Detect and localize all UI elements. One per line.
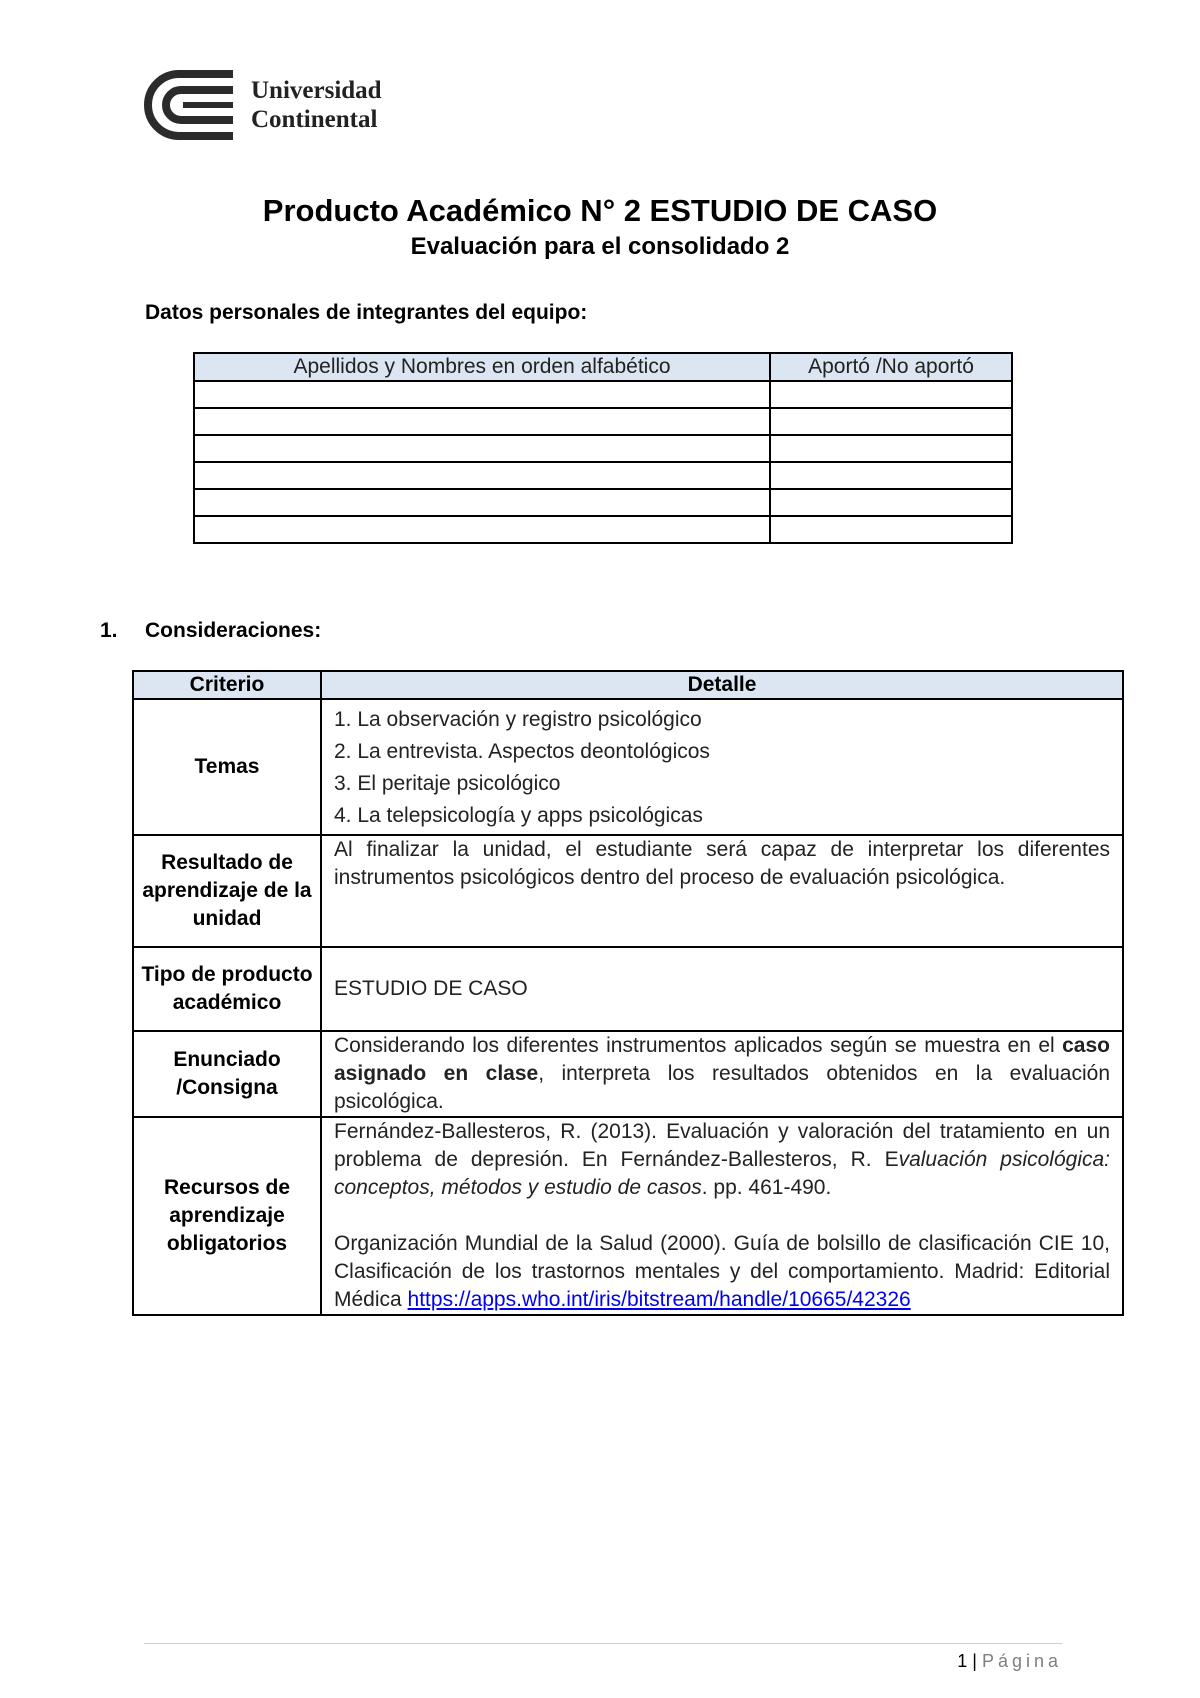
team-name-cell[interactable] (194, 462, 770, 489)
page-footer (957, 1651, 1062, 1672)
team-row (194, 489, 1012, 516)
temas-label: Temas (133, 699, 321, 835)
team-name-cell[interactable] (194, 489, 770, 516)
team-name-cell[interactable] (194, 381, 770, 408)
criteria-row-tipo (133, 947, 1123, 1031)
document-title: Producto Académico N° 2 ESTUDIO DE CASO (262, 193, 938, 228)
team-col-contribution: Aportó /No aportó (770, 353, 1012, 381)
criteria-row-resultado (133, 835, 1123, 947)
team-row (194, 381, 1012, 408)
footer-divider (144, 1643, 1062, 1644)
page-label: Página (981, 1651, 1062, 1671)
tipo-label: Tipo de producto académico (133, 947, 321, 1031)
team-name-cell[interactable] (194, 408, 770, 435)
reference-link[interactable]: https://apps.who.int/iris/bitstream/handle/10665/42326 (407, 1288, 911, 1311)
tema-item: 4. La telepsicología y apps psicológicas (334, 804, 703, 827)
tema-item: 2. La entrevista. Aspectos deontológicos (334, 740, 710, 763)
tema-item: 3. El peritaje psicológico (334, 772, 561, 795)
footer-separator: | (972, 1651, 977, 1671)
team-contribution-cell[interactable] (770, 381, 1012, 408)
criteria-row-enunciado (133, 1031, 1123, 1117)
team-row (194, 516, 1012, 543)
document-subtitle: Evaluación para el consolidado 2 (410, 233, 790, 260)
criteria-col-detalle: Detalle (321, 671, 1123, 699)
team-contribution-cell[interactable] (770, 489, 1012, 516)
team-row (194, 462, 1012, 489)
team-contribution-cell[interactable] (770, 408, 1012, 435)
team-name-cell[interactable] (194, 516, 770, 543)
section-number: 1. (100, 619, 118, 642)
resultado-text: Al finalizar la unidad, el estudiante será capaz de interpretar los diferentes instrumentos psicológicos dentro del proceso de evaluación psicológica. (321, 835, 1123, 947)
enunciado-text: Considerando los diferentes instrumentos aplicados según se muestra en el caso asignado en clase, interpreta los resultados obtenidos en la evaluación psicológica. (321, 1031, 1123, 1117)
section-heading (100, 619, 321, 643)
team-contribution-cell[interactable] (770, 516, 1012, 543)
criteria-col-criterio: Criterio (133, 671, 321, 699)
recursos-label: Recursos de aprendizaje obligatorios (133, 1117, 321, 1315)
reference-2: Organización Mundial de la Salud (2000). Guía de bolsillo de clasificación CIE 10, Clasificación de los trastornos mentales y del comportamiento. Madrid: Editorial Médica https://apps.who.int/iris/bitstream/handle/10665/42326 (334, 1232, 1110, 1311)
team-row (194, 435, 1012, 462)
team-row (194, 408, 1012, 435)
resultado-label: Resultado de aprendizaje de la unidad (133, 835, 321, 947)
team-name-cell[interactable] (194, 435, 770, 462)
enunciado-label: Enunciado /Consigna (133, 1031, 321, 1117)
tipo-text: ESTUDIO DE CASO (321, 947, 1123, 1031)
section-title: Consideraciones: (145, 619, 322, 642)
tema-item: 1. La observación y registro psicológico (334, 708, 702, 731)
criteria-row-temas (133, 699, 1123, 835)
page-number: 1 (957, 1651, 968, 1671)
temas-list (321, 699, 1123, 835)
reference-1: Fernández-Ballesteros, R. (2013). Evaluación y valoración del tratamiento en un problema de depresión. En Fernández-Ballesteros, R. Evaluación psicológica: conceptos, métodos y estudio de casos. pp. 461-490. (334, 1120, 1110, 1199)
team-table (193, 352, 1013, 544)
team-heading: Datos personales de integrantes del equipo: (145, 301, 588, 324)
university-logo (143, 70, 393, 140)
enunciado-emphasis: caso asignado en clase (334, 1034, 1110, 1085)
logo-emblem-icon (143, 70, 238, 140)
team-contribution-cell[interactable] (770, 435, 1012, 462)
university-name: Universidad Continental (251, 77, 382, 133)
team-contribution-cell[interactable] (770, 462, 1012, 489)
criteria-table (132, 670, 1124, 1316)
recursos-text (321, 1117, 1123, 1315)
team-col-names: Apellidos y Nombres en orden alfabético (194, 353, 770, 381)
criteria-row-recursos (133, 1117, 1123, 1315)
